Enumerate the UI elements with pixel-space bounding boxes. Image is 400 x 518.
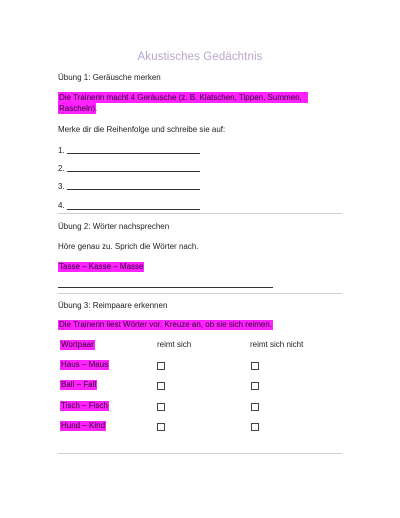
- exercise-1-instruction-line-1: Die Trainerin macht 4 Geräusche (z. B. Klatschen, Tippen, Summen,: [59, 93, 302, 102]
- exercise-1-task: Merke dir die Reihenfolge und schreibe sie auf:: [58, 125, 226, 134]
- exercise-1-instruction-cont: [58, 103, 96, 114]
- rhyme-checkbox-1[interactable]: [157, 362, 165, 370]
- no-rhyme-checkbox-3[interactable]: [251, 403, 259, 411]
- word-pair-3: Tisch – Fisch: [61, 401, 108, 410]
- word-pair-2: Ball – Fall: [61, 380, 97, 389]
- exercise-1-instruction-line-2: Rascheln).: [59, 104, 98, 113]
- answer-line-2-number: 2.: [58, 164, 65, 173]
- section-divider: [58, 293, 342, 294]
- column-header-rhymes: reimt sich: [157, 340, 192, 349]
- answer-line-3[interactable]: [67, 189, 200, 190]
- answer-line-4-number: 4.: [58, 201, 65, 210]
- answer-line-3-number: 3.: [58, 182, 65, 191]
- section-divider: [58, 213, 342, 214]
- column-header-no-rhyme: reimt sich nicht: [250, 340, 304, 349]
- section-divider: [58, 453, 342, 454]
- word-pair-4: Hund – Kind: [61, 421, 106, 430]
- exercise-1-instruction: [58, 92, 308, 103]
- no-rhyme-checkbox-4[interactable]: [251, 423, 259, 431]
- column-header-word-pair: Wortpaar: [61, 340, 94, 349]
- answer-line-1[interactable]: [67, 153, 200, 154]
- rhyme-checkbox-3[interactable]: [157, 403, 165, 411]
- answer-line-2[interactable]: [67, 171, 200, 172]
- exercise-1-heading: Übung 1: Geräusche merken: [58, 73, 161, 82]
- exercise-2-instruction: Höre genau zu. Sprich die Wörter nach.: [58, 242, 199, 251]
- no-rhyme-checkbox-1[interactable]: [251, 362, 259, 370]
- exercise-3-instruction: Die Trainerin liest Wörter vor. Kreuze an, ob sie sich reimen.: [59, 320, 272, 329]
- repeat-answer-line[interactable]: [58, 287, 273, 288]
- exercise-2-heading: Übung 2: Wörter nachsprechen: [58, 222, 170, 231]
- answer-line-4[interactable]: [67, 209, 200, 210]
- no-rhyme-checkbox-2[interactable]: [251, 382, 259, 390]
- page-title: Akustisches Gedächtnis: [137, 51, 263, 63]
- exercise-2-words: Tasse – Kasse – Masse: [59, 262, 144, 271]
- answer-line-1-number: 1.: [58, 146, 65, 155]
- rhyme-checkbox-2[interactable]: [157, 382, 165, 390]
- word-pair-1: Haus – Maus: [61, 360, 109, 369]
- rhyme-checkbox-4[interactable]: [157, 423, 165, 431]
- exercise-3-heading: Übung 3: Reimpaare erkennen: [58, 301, 168, 310]
